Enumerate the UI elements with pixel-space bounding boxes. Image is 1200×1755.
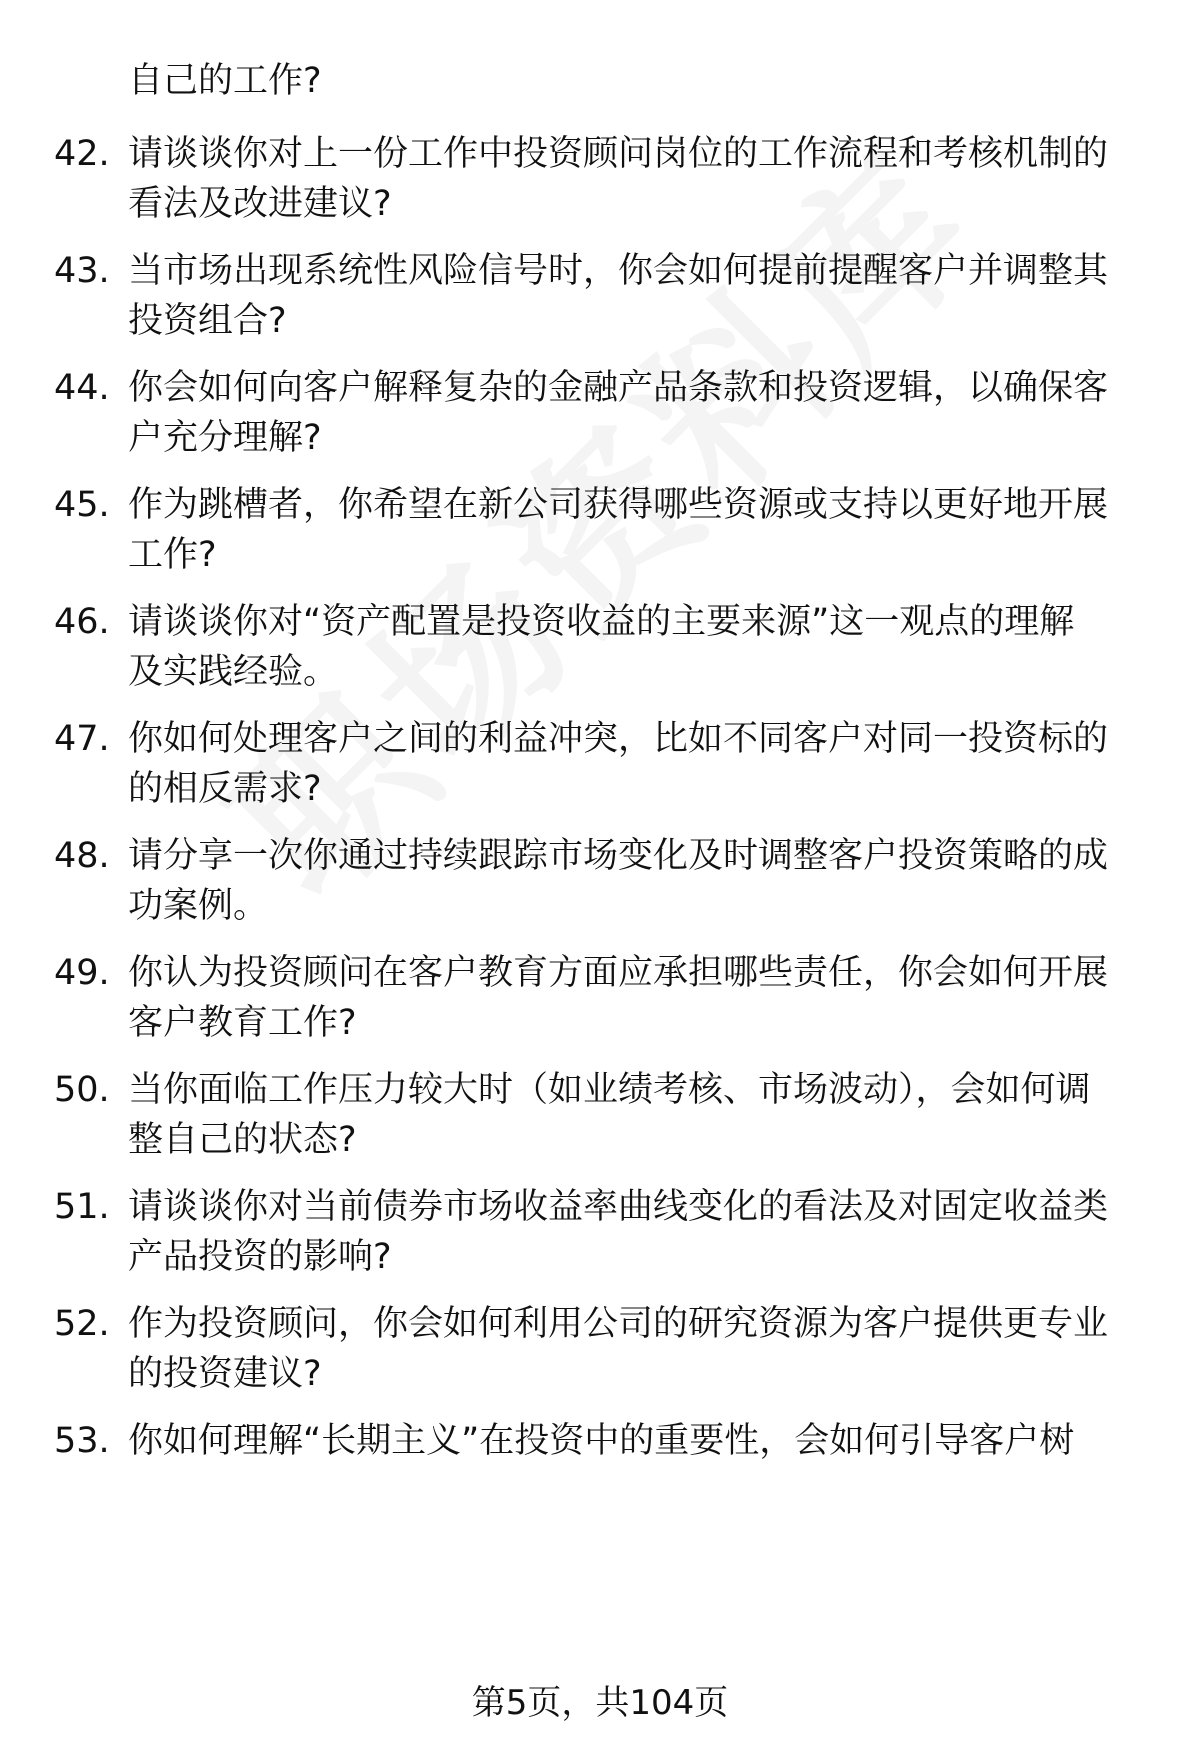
question-text xyxy=(128,480,1140,580)
question-line: 当市场出现系统性风险信号时，你会如何提前提醒客户并调整其 xyxy=(128,251,1109,291)
question-line: 你如何处理客户之间的利益冲突，比如不同客户对同一投资标的 xyxy=(128,719,1109,759)
question-line: 工作? xyxy=(128,535,217,575)
question-number: 53. xyxy=(54,1421,110,1461)
question-number: 52. xyxy=(54,1304,110,1344)
question-line: 你会如何向客户解释复杂的金融产品条款和投资逻辑，以确保客 xyxy=(128,368,1109,408)
page-footer: 第5页，共104页 xyxy=(471,1683,729,1723)
question-line: 当你面临工作压力较大时（如业绩考核、市场波动），会如何调 xyxy=(128,1070,1091,1110)
question-line: 投资组合? xyxy=(128,301,287,341)
question-number: 44. xyxy=(54,368,110,408)
question-line: 客户教育工作? xyxy=(128,1003,357,1043)
question-line: 请谈谈你对当前债券市场收益率曲线变化的看法及对固定收益类 xyxy=(128,1187,1109,1227)
question-number: 48. xyxy=(54,836,110,876)
question-line: 自己的工作? xyxy=(128,61,322,101)
question-text xyxy=(128,363,1140,463)
question-text xyxy=(128,129,1140,229)
question-text xyxy=(128,1182,1140,1282)
question-line: 请谈谈你对上一份工作中投资顾问岗位的工作流程和考核机制的 xyxy=(128,134,1109,174)
question-text xyxy=(128,1299,1140,1399)
question-line: 整自己的状态? xyxy=(128,1120,357,1160)
question-line: 作为投资顾问，你会如何利用公司的研究资源为客户提供更专业 xyxy=(128,1304,1109,1344)
question-number: 45. xyxy=(54,485,110,525)
question-number: 43. xyxy=(54,251,110,291)
question-line: 产品投资的影响? xyxy=(128,1237,392,1277)
question-line: 你认为投资顾问在客户教育方面应承担哪些责任，你会如何开展 xyxy=(128,953,1109,993)
question-number: 49. xyxy=(54,953,110,993)
question-text xyxy=(128,948,1140,1048)
question-line: 功案例。 xyxy=(128,886,269,926)
question-line: 作为跳槽者，你希望在新公司获得哪些资源或支持以更好地开展 xyxy=(128,485,1109,525)
question-text xyxy=(128,1416,1140,1466)
question-line: 户充分理解? xyxy=(128,418,322,458)
question-line: 看法及改进建议? xyxy=(128,184,392,224)
question-number: 46. xyxy=(54,602,110,642)
question-line: 请分享一次你通过持续跟踪市场变化及时调整客户投资策略的成 xyxy=(128,836,1109,876)
question-number: 47. xyxy=(54,719,110,759)
question-line: 及实践经验。 xyxy=(128,652,339,692)
question-text xyxy=(128,56,1140,106)
question-line: 的相反需求? xyxy=(128,769,322,809)
question-text xyxy=(128,1065,1140,1165)
question-line: 的投资建议? xyxy=(128,1354,322,1394)
question-text xyxy=(128,246,1140,346)
question-number: 50. xyxy=(54,1070,110,1110)
question-text xyxy=(128,597,1140,697)
question-number: 51. xyxy=(54,1187,110,1227)
question-text xyxy=(128,714,1140,814)
question-number: 42. xyxy=(54,134,110,174)
question-line: 你如何理解“长期主义”在投资中的重要性，会如何引导客户树 xyxy=(128,1421,1075,1461)
question-line: 请谈谈你对“资产配置是投资收益的主要来源”这一观点的理解 xyxy=(128,602,1075,642)
question-text xyxy=(128,831,1140,931)
